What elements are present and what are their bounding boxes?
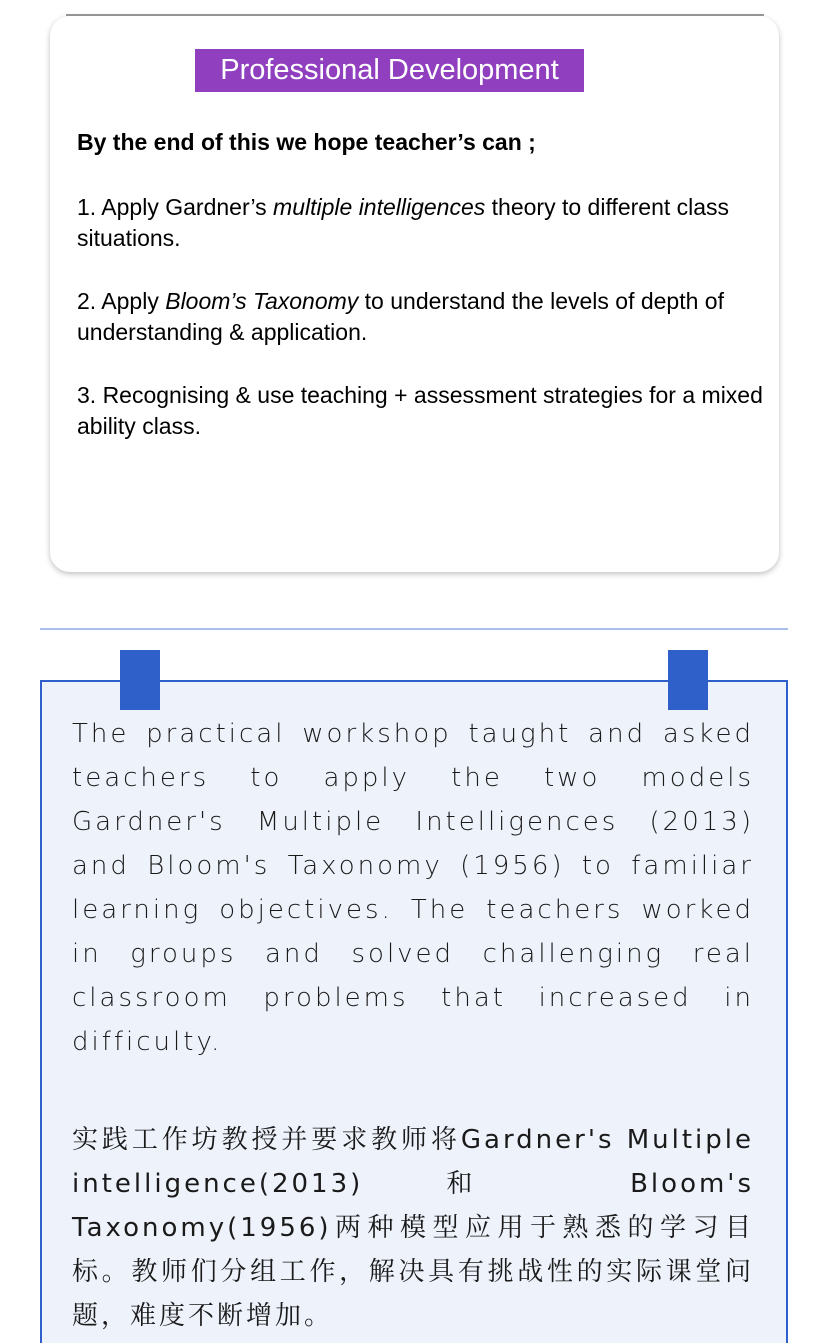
objective-2-suffix: to understand the levels of depth of understanding & application. bbox=[77, 288, 724, 345]
article-english-paragraph: The practical workshop taught and asked teachers to apply the two models Gardner's Multiple Intelligences (2013) and Bloom's Taxonomy (1956) to familiar learning objectives. The teachers worked in groups and solved challenging real classroom problems that increased in difficulty. bbox=[72, 719, 754, 1057]
objective-1-emphasis: multiple intelligences bbox=[273, 194, 486, 220]
objective-2-emphasis: Bloom’s Taxonomy bbox=[165, 288, 359, 314]
objective-2 bbox=[77, 286, 767, 348]
slide-lead-text: By the end of this we hope teacher’s can ; bbox=[77, 129, 536, 155]
objective-1-prefix: 1. Apply Gardner’s bbox=[77, 194, 274, 220]
slide-image-card bbox=[50, 16, 779, 572]
slide-title: Professional Development bbox=[195, 49, 584, 92]
objective-1 bbox=[77, 192, 767, 254]
objective-1-suffix: theory to different class situations. bbox=[77, 194, 730, 251]
article-chinese-paragraph: 实践工作坊教授并要求教师将Gardner's Multiple intelligence(2013) 和 Bloom's Taxonomy(1956)两种模型应用于熟悉的学习目标。教师们分组工作，解决具有挑战性的实际课堂问题，难度不断增加。 bbox=[72, 1125, 754, 1331]
objective-2-prefix: 2. Apply bbox=[77, 288, 166, 314]
section-divider bbox=[40, 628, 788, 630]
panel-tab-right bbox=[668, 650, 708, 710]
panel-tab-left bbox=[120, 650, 160, 710]
objective-3: 3. Recognising & use teaching + assessment strategies for a mixed ability class. bbox=[77, 382, 763, 439]
